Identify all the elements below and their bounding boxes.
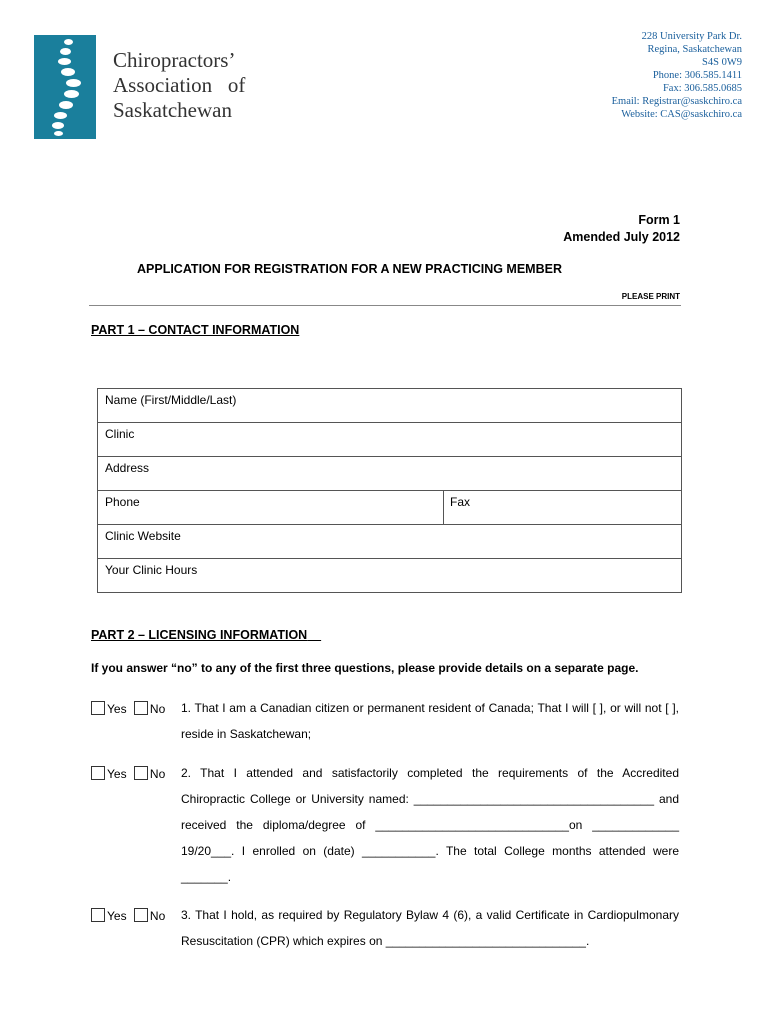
- address-line: Email: Registrar@saskchiro.ca: [611, 96, 742, 107]
- address-field[interactable]: [98, 457, 681, 491]
- divider: [89, 305, 681, 306]
- phone-fax-row: [98, 491, 681, 525]
- logo-vertebra-icon: [52, 122, 64, 129]
- org-name-line: Saskatchewan: [113, 98, 232, 122]
- form-number: Form 1: [638, 213, 680, 227]
- contact-info-table: [97, 388, 682, 593]
- yes-label: Yes: [107, 767, 127, 781]
- form-number-block: [563, 212, 680, 246]
- q2-yes-checkbox[interactable]: [91, 766, 105, 780]
- logo-vertebra-icon: [54, 131, 63, 136]
- organization-name: [113, 48, 245, 123]
- website-field[interactable]: [98, 525, 681, 559]
- form-title: APPLICATION FOR REGISTRATION FOR A NEW PRACTICING MEMBER: [137, 262, 562, 276]
- website-label: Clinic Website: [105, 529, 181, 543]
- cell-divider: [443, 491, 444, 524]
- logo-vertebra-icon: [54, 112, 67, 119]
- part2-heading: [91, 628, 321, 642]
- phone-label[interactable]: Phone: [105, 495, 140, 509]
- form-amended-date: Amended July 2012: [563, 230, 680, 244]
- q1-yes-checkbox[interactable]: [91, 701, 105, 715]
- please-print-note: PLEASE PRINT: [621, 292, 680, 301]
- hours-label: Your Clinic Hours: [105, 563, 198, 577]
- name-label: Name (First/Middle/Last): [105, 393, 237, 407]
- no-label: No: [149, 767, 166, 781]
- no-label: No: [149, 702, 166, 716]
- org-name-line: Association of: [113, 73, 246, 97]
- logo-vertebra-icon: [64, 39, 73, 45]
- part1-heading: PART 1 – CONTACT INFORMATION: [91, 323, 300, 337]
- q2-no-checkbox[interactable]: [134, 766, 148, 780]
- q1-no-checkbox[interactable]: [134, 701, 148, 715]
- clinic-field[interactable]: [98, 423, 681, 457]
- name-field[interactable]: [98, 389, 681, 423]
- q2-options: [91, 766, 165, 781]
- fax-label[interactable]: Fax: [450, 495, 471, 509]
- address-label: Address: [105, 461, 150, 475]
- association-logo: [34, 35, 96, 139]
- address-line: S4S 0W9: [702, 57, 742, 68]
- address-line: Regina, Saskatchewan: [647, 44, 742, 55]
- logo-vertebra-icon: [66, 79, 81, 87]
- q2-text: 2. That I attended and satisfactorily completed the requirements of the Accredited Chiropractic College or University named: ____________________________________ and received the diploma/degree of _____________________________on _____________ 19/20___. I enrolled on (date) ___________. The total College months attended were _______.: [181, 766, 679, 884]
- logo-vertebra-icon: [64, 90, 79, 98]
- org-name-line: Chiropractors’: [113, 48, 236, 72]
- q3-text: 3. That I hold, as required by Regulatory Bylaw 4 (6), a valid Certificate in Cardiopulmonary Resuscitation (CPR) which expires on ______________________________.: [181, 908, 679, 948]
- logo-vertebra-icon: [60, 48, 71, 55]
- part2-heading-text: PART 2 – LICENSING INFORMATION: [91, 628, 308, 642]
- address-line: Fax: 306.585.0685: [662, 83, 742, 94]
- address-line: Website: CAS@saskchiro.ca: [621, 109, 742, 120]
- clinic-label: Clinic: [105, 427, 135, 441]
- address-line: Phone: 306.585.1411: [652, 70, 742, 81]
- address-line: 228 University Park Dr.: [641, 31, 742, 42]
- yes-label: Yes: [107, 909, 127, 923]
- yes-label: Yes: [107, 702, 127, 716]
- hours-field[interactable]: [98, 559, 681, 592]
- q1-options: [91, 701, 165, 716]
- no-label: No: [149, 909, 166, 923]
- q1-text: 1. That I am a Canadian citizen or permanent resident of Canada; That I will [ ], or will not [ ], reside in Saskatchewan;: [181, 701, 679, 741]
- q3-no-checkbox[interactable]: [134, 908, 148, 922]
- q3-yes-checkbox[interactable]: [91, 908, 105, 922]
- logo-vertebra-icon: [59, 101, 73, 109]
- contact-address-block: [612, 30, 742, 121]
- q3-options: [91, 908, 165, 923]
- logo-vertebra-icon: [61, 68, 75, 76]
- logo-vertebra-icon: [58, 58, 71, 65]
- part2-instruction: If you answer “no” to any of the first three questions, please provide details on a separate page.: [91, 661, 639, 675]
